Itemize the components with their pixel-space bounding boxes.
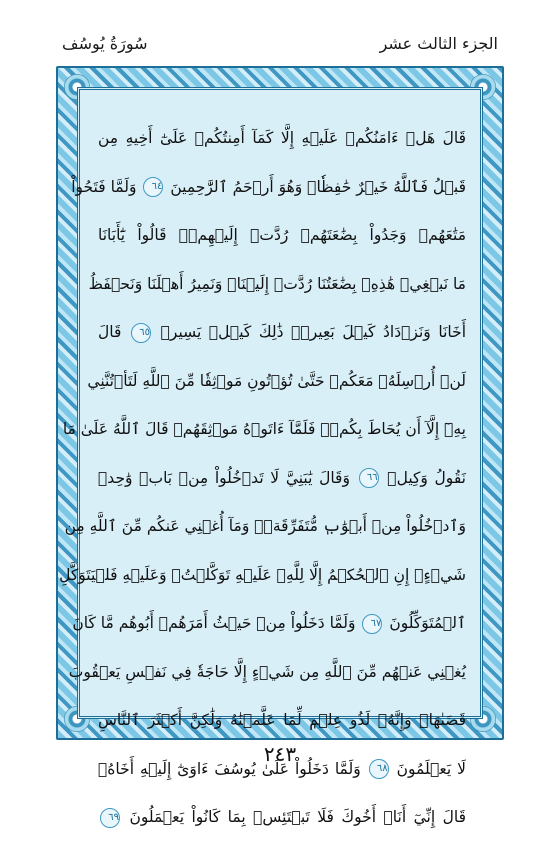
verse-line [98, 696, 466, 745]
verse-text: شَيۡءٍۖ إِنِ ٱلۡحُكۡمُ إِلَّا لِلَّهِۖ عَلَيۡهِ تَوَكَّلۡتُۖ وَعَلَيۡهِ فَلۡيَتَوَكَّلِ [59, 565, 466, 584]
ayah-number-marker: ٦٩ [100, 808, 120, 828]
verse-line [62, 405, 466, 454]
verse-text: قَبۡلُ فَٱللَّهُ خَيۡرٌ حَٰفِظٗاۖ وَهُوَ أَرۡحَمُ ٱلرَّٰحِمِينَ [170, 177, 466, 196]
verse-text: وَلَمَّا دَخَلُواْ مِنۡ حَيۡثُ أَمَرَهُمۡ أَبُوهُم مَّا كَانَ [72, 614, 356, 632]
ayah-number-marker: ٦٤ [143, 177, 163, 197]
verse-text: ٱلۡمُتَوَكِّلُونَ [389, 614, 466, 632]
verse-line [68, 648, 466, 697]
verse-text: قَالَ هَلۡ ءَامَنُكُمۡ عَلَيۡهِ إِلَّا كَمَآ أَمِنتُكُمۡ عَلَىٰٓ أَخِيهِ مِن [98, 129, 466, 147]
ayah-number-marker: ٦٦ [359, 468, 379, 488]
verse-line [98, 308, 466, 357]
verse-text: لَا يَعۡلَمُونَ [396, 759, 466, 778]
verse-text: لَنۡ أُرۡسِلَهُۥ مَعَكُمۡ حَتَّىٰ تُؤۡتُونِ مَوۡثِقٗا مِّنَ ٱللَّهِ لَتَأۡتُنَّنِي [87, 371, 466, 390]
verse-text: قَالَ [98, 323, 122, 341]
verse-text: مَا نَبۡغِيۖ هَٰذِهِۦ بِضَٰعَتُنَا رُدَّتۡ إِلَيۡنَاۖ وَنَمِيرُ أَهۡلَنَا وَنَحۡفَظُ [88, 274, 466, 293]
ayah-number-marker: ٦٨ [369, 759, 389, 779]
verse-text: وَلَمَّا فَتَحُواْ [71, 177, 137, 196]
verse-text: نَقُولُ وَكِيلٞ [387, 468, 466, 487]
ayah-number-marker: ٦٥ [131, 323, 151, 343]
verse-text: وَٱدۡخُلُواْ مِنۡ أَبۡوَٰبٖ مُّتَفَرِّقَةٖۖ وَمَآ أُغۡنِي عَنكُم مِّنَ ٱللَّهِ مِن [64, 517, 466, 535]
surah-name: سُورَةُ يُوسُف [62, 34, 148, 53]
verse-text: قَضَىٰهَاۚ وَإِنَّهُۥ لَذُو عِلۡمٖ لِّمَا عَلَّمۡنَٰهُ وَلَٰكِنَّ أَكۡثَرَ ٱلنَّاسِ [98, 711, 466, 729]
verse-line [98, 114, 466, 163]
verse-line [98, 211, 466, 260]
verse-line [98, 793, 466, 842]
page-number: ٢٤٣ [263, 742, 297, 766]
verse-text: أَخَانَا وَنَزۡدَادُ كَيۡلَ بَعِيرٖۖ ذَٰلِكَ كَيۡلٞ يَسِيرٞ [160, 323, 466, 341]
verse-text: يُغۡنِي عَنۡهُم مِّنَ ٱللَّهِ مِن شَيۡءٍ إِلَّا حَاجَةٗ فِي نَفۡسِ يَعۡقُوبَ [68, 662, 466, 681]
ayah-number-marker: ٦٧ [362, 614, 382, 634]
juz-name: الجزء الثالث عشر [379, 34, 498, 53]
verse-text: وَلَمَّا دَخَلُواْ عَلَىٰ يُوسُفَ ءَاوَىٰٓ إِلَيۡهِ أَخَاهُۖ [98, 759, 361, 778]
verse-text: بِهِۦٓ إِلَّآ أَن يُحَاطَ بِكُمۡۖ فَلَمَّآ ءَاتَوۡهُ مَوۡثِقَهُمۡ قَالَ ٱللَّهُ عَلَىٰ مَا [62, 420, 466, 438]
verse-text: مَتَٰعَهُمۡ وَجَدُواْ بِضَٰعَتَهُمۡ رُدَّتۡ إِلَيۡهِمۡۖ قَالُواْ يَٰٓأَبَانَا [98, 226, 466, 244]
verse-line [88, 260, 466, 309]
verse-text: وَقَالَ يَٰبَنِيَّ لَا تَدۡخُلُواْ مِنۢ بَابٖ وَٰحِدٖ [98, 468, 350, 487]
verse-line [71, 163, 466, 212]
verse-line [59, 551, 466, 600]
verse-line [72, 599, 466, 648]
verse-line [64, 502, 466, 551]
verse-line [87, 357, 466, 406]
verse-text: قَالَ إِنِّيٓ أَنَا۠ أَخُوكَ فَلَا تَبۡتَئِسۡ بِمَا كَانُواْ يَعۡمَلُونَ [129, 808, 466, 826]
verse-line [98, 454, 466, 503]
